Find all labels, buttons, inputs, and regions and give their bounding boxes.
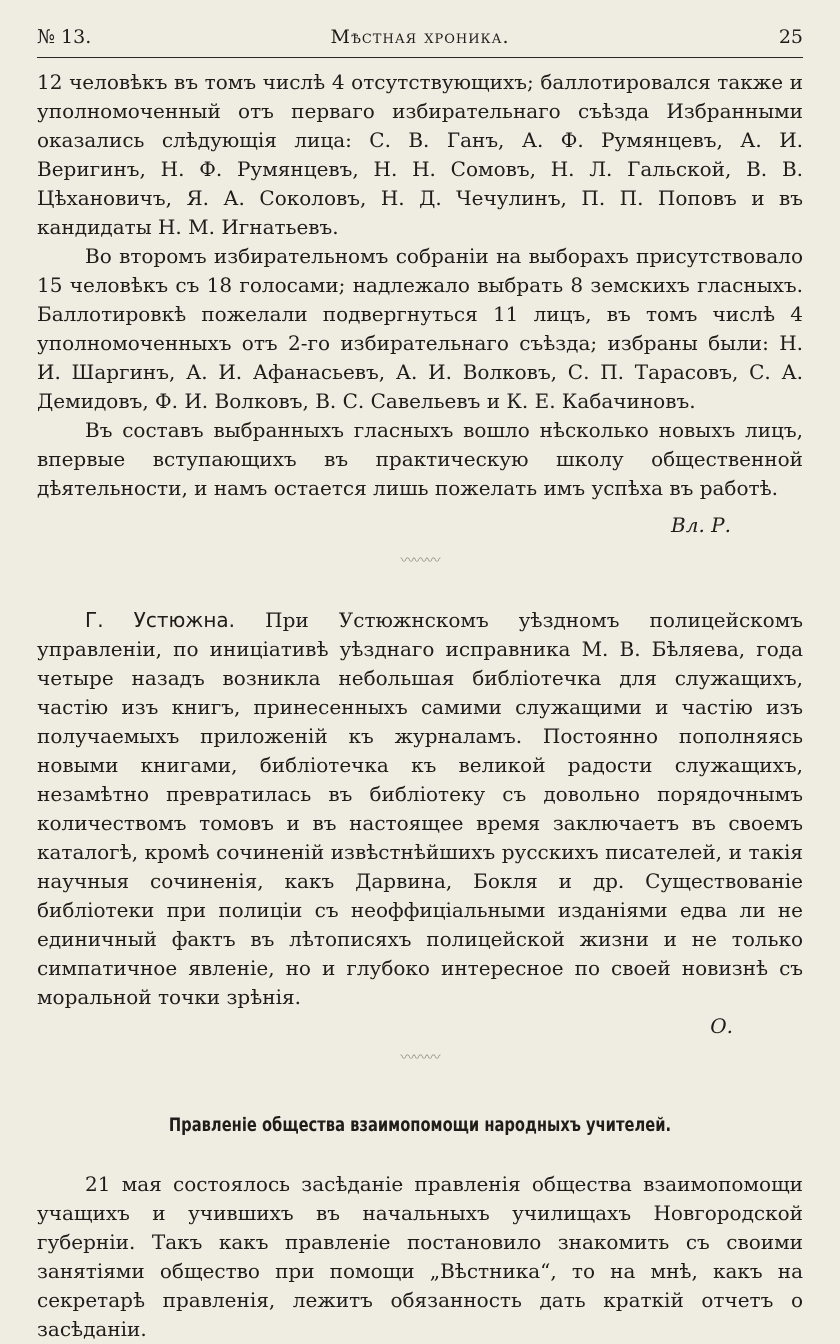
- ornament-divider: 〰〰〰: [400, 1050, 440, 1066]
- header-rule: [37, 57, 803, 58]
- paragraph: Въ составъ выбранныхъ гласныхъ вошло нѣсколько новыхъ лицъ, впервые вступающихъ въ практическую школу общественной дѣятельности, и намъ остается лишь пожелать имъ успѣха въ работѣ.: [37, 418, 803, 500]
- author-signature: О.: [710, 1014, 733, 1038]
- running-header: [37, 18, 803, 58]
- news-text: При Устюжнскомъ уѣздномъ полицейскомъ управленіи, по иниціативѣ уѣзднаго исправника М. В. Бѣляева, года четыре назадъ возникла небольшая библіотечка для служащихъ, частію изъ книгъ, принесенныхъ самими служащими и частію изъ получаемыхъ приложеній къ журналамъ. Постоянно пополняясь новыми книгами, библіотечка къ великой радости служащихъ, незамѣтно превратилась въ библіотеку съ довольно порядочнымъ количествомъ томовъ и въ настоящее время заключаетъ въ своемъ каталогѣ, кромѣ сочиненій извѣстнѣйшихъ русскихъ писателей, и такія научныя сочиненія, какъ Дарвина, Бокля и др. Существованіе библіотеки при полиціи съ неоффиціальными изданіями едва ли не единичный фактъ въ лѣтописяхъ полицейской жизни и не только симпатичное явленіе, но и глубоко интересное по своей новизнѣ съ моральной точки зрѣнія.: [37, 608, 803, 1009]
- running-title: Мѣстная хроника.: [330, 26, 510, 48]
- paragraph: Во второмъ избирательномъ собраніи на выборахъ присутствовало 15 человѣкъ съ 18 голосами; надлежало выбрать 8 земскихъ гласныхъ. Баллотировкѣ пожелали подвергнуться 11 лицъ, въ томъ числѣ 4 уполномоченныхъ отъ 2-го избирательнаго съѣзда; избраны были: Н. И. Шаргинъ, А. И. Афанасьевъ, А. И. Волковъ, С. П. Тарасовъ, С. А. Демидовъ, Ф. И. Волковъ, В. С. Савельевъ и К. Е. Кабачиновъ.: [37, 244, 803, 413]
- issue-number: № 13.: [37, 26, 92, 48]
- news-item: [37, 606, 803, 1012]
- page-body: [37, 68, 803, 1344]
- paragraph: 21 мая состоялось засѣданіе правленія общества взаимопомощи учащихъ и учившихъ въ начальныхъ училищахъ Новгородской губерніи. Такъ какъ правленіе постановило знакомить съ своими занятіями общество при помощи „Вѣстника“, то на мнѣ, какъ на секретарѣ правленія, лежитъ обязанность дать краткій отчетъ о засѣданіи.: [37, 1172, 803, 1341]
- section-heading: Правленіе общества взаимопомощи народныхъ учителей.: [168, 1114, 672, 1136]
- page-number: 25: [778, 26, 803, 48]
- paragraph-continued: 12 человѣкъ въ томъ числѣ 4 отсутствующихъ; баллотировался также и уполномоченный отъ перваго избирательнаго съѣзда Избранными оказались слѣдующія лица: С. В. Ганъ, А. Ф. Румянцевъ, А. И. Веригинъ, Н. Ф. Румянцевъ, Н. Н. Сомовъ, Н. Л. Гальской, В. В. Цѣхановичъ, Я. А. Соколовъ, Н. Д. Чечулинъ, П. П. Поповъ и въ кандидаты Н. М. Игнатьевъ.: [37, 70, 803, 239]
- author-signature: Вл. Р.: [671, 513, 731, 537]
- place-lead: Г. Устюжна.: [85, 608, 236, 632]
- ornament-divider: 〰〰〰: [400, 553, 440, 569]
